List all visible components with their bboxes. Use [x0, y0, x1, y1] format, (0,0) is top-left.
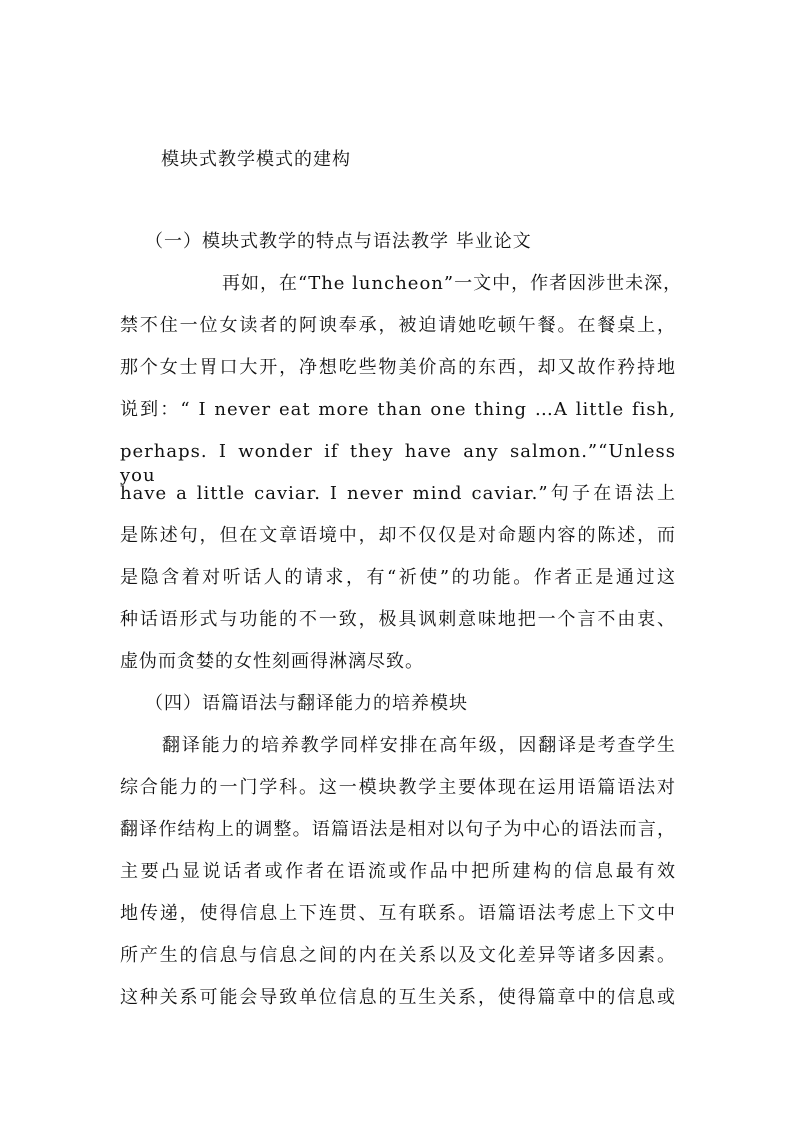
subsection-heading-2: （四）语篇语法与翻译能力的培养模块 [145, 693, 468, 714]
paragraph-line: 这种关系可能会导致单位信息的互生关系，使得篇章中的信息或 [120, 987, 676, 1008]
paragraph-line: 主要凸显说话者或作者在语流或作品中把所建构的信息最有效 [120, 861, 676, 882]
paragraph-line: 综合能力的一门学科。这一模块教学主要体现在运用语篇语法对 [120, 777, 676, 798]
paragraph-line: 种话语形式与功能的不一致，极具讽刺意味地把一个言不由衷、 [120, 609, 676, 630]
paragraph-line: have a little caviar. I never mind caviar.”句子在语法上 [120, 483, 676, 504]
paragraph-line: 地传递，使得信息上下连贯、互有联系。语篇语法考虑上下文中 [120, 903, 676, 924]
paragraph-line: 是隐含着对听话人的请求，有“祈使”的功能。作者正是通过这 [120, 567, 676, 588]
section-heading-main: 模块式教学模式的建构 [161, 149, 351, 170]
paragraph-line: 所产生的信息与信息之间的内在关系以及文化差异等诸多因素。 [120, 945, 676, 966]
paragraph-line: 虚伪而贪婪的女性刻画得淋漓尽致。 [120, 651, 424, 672]
subsection-heading-1: （一）模块式教学的特点与语法教学 毕业论文 [145, 231, 532, 252]
paragraph-line: 说到：“ I never eat more than one thing …A little fish, [120, 399, 676, 420]
paragraph-line: 再如，在“The luncheon”一文中，作者因涉世未深， [222, 273, 683, 294]
paragraph-line: 翻译作结构上的调整。语篇语法是相对以句子为中心的语法而言， [120, 819, 676, 840]
paragraph-line: 禁不住一位女读者的阿谀奉承，被迫请她吃顿午餐。在餐桌上， [120, 315, 676, 336]
paragraph-line: 翻译能力的培养教学同样安排在高年级，因翻译是考查学生 [162, 735, 676, 756]
paragraph-line: 那个女士胃口大开，净想吃些物美价高的东西，却又故作矜持地 [120, 357, 676, 378]
paragraph-line: 是陈述句，但在文章语境中，却不仅仅是对命题内容的陈述，而 [120, 525, 676, 546]
paragraph-line: perhaps. I wonder if they have any salmon.”“Unless you [120, 441, 676, 486]
